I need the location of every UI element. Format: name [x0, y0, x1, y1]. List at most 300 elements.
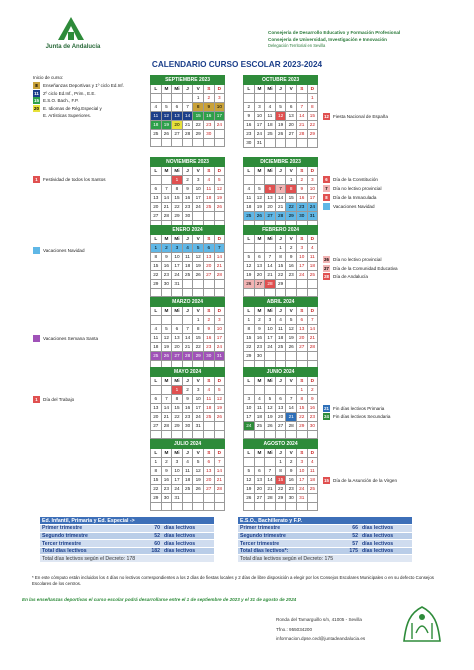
day-cell: 26: [244, 494, 255, 503]
totals-heading: Ed. Infantil, Primaria y Ed. Especial ->: [40, 517, 214, 525]
day-cell: 5: [193, 244, 204, 253]
day-cell: 12: [193, 253, 204, 262]
day-cell: 15: [275, 476, 286, 485]
empty-cell: [265, 176, 276, 185]
empty-cell: [286, 139, 297, 148]
day-cell: 23: [161, 271, 172, 280]
day-cell: 24: [296, 271, 307, 280]
day-cell: 31: [296, 494, 307, 503]
legend-text: 2º ciclo Ed.Inf., Prim., E.E.: [43, 90, 96, 96]
day-cell: 3: [172, 458, 183, 467]
day-cell: 28: [182, 130, 193, 139]
empty-cell: [214, 212, 225, 221]
weekday-header: Mi: [265, 85, 276, 94]
day-cell: 28: [296, 130, 307, 139]
weekday-header: J: [275, 235, 286, 244]
day-cell: 21: [214, 476, 225, 485]
legend-text: E. Artísticas Superiores.: [43, 113, 92, 119]
empty-cell: [172, 503, 183, 511]
day-cell: 9: [182, 395, 193, 404]
day-cell: 4: [203, 386, 214, 395]
empty-cell: [244, 458, 255, 467]
month-calendar: [150, 75, 225, 147]
weekday-header: Mi: [172, 307, 183, 316]
month-calendar: [243, 75, 318, 148]
month-title: FEBRERO 2024: [244, 226, 318, 235]
legend-heading: Inicio de curso:: [33, 75, 64, 80]
day-cell: 19: [275, 121, 286, 130]
note-swatch: 6: [323, 176, 330, 183]
empty-cell: [244, 289, 255, 297]
day-cell: 13: [286, 112, 297, 121]
month-title: NOVIEMBRE 2023: [151, 158, 225, 167]
weekday-header: J: [182, 307, 193, 316]
day-cell: 16: [244, 121, 255, 130]
day-cell: 18: [182, 262, 193, 271]
empty-cell: [265, 386, 276, 395]
day-cell: 11: [307, 253, 318, 262]
day-cell: 9: [286, 467, 297, 476]
day-cell: 2: [203, 94, 214, 103]
day-cell: 2: [203, 316, 214, 325]
day-cell: 1: [307, 94, 318, 103]
day-cell: 2: [244, 103, 255, 112]
empty-cell: [214, 280, 225, 289]
weekday-header: S: [296, 377, 307, 386]
empty-cell: [182, 289, 193, 297]
day-cell: 30: [182, 422, 193, 431]
month-title: MARZO 2024: [151, 298, 225, 307]
empty-cell: [286, 431, 297, 439]
day-cell: 5: [244, 253, 255, 262]
day-cell: 29: [275, 280, 286, 289]
day-cell: 14: [296, 112, 307, 121]
day-cell: 23: [254, 343, 265, 352]
day-cell: 29: [286, 212, 297, 221]
weekday-header: V: [286, 235, 297, 244]
weekday-header: V: [286, 167, 297, 176]
empty-cell: [172, 94, 183, 103]
empty-cell: [161, 503, 172, 511]
empty-cell: [214, 503, 225, 511]
empty-cell: [193, 139, 204, 147]
weekday-header: L: [244, 307, 255, 316]
weekday-header: Mi: [172, 377, 183, 386]
empty-cell: [254, 289, 265, 297]
day-cell: 4: [182, 244, 193, 253]
day-cell: 5: [161, 325, 172, 334]
day-cell: 9: [286, 253, 297, 262]
day-cell: 3: [296, 244, 307, 253]
junta-andalucia-logo: [56, 14, 86, 42]
day-cell: 16: [296, 194, 307, 203]
day-cell: 14: [307, 325, 318, 334]
day-cell: 7: [296, 103, 307, 112]
day-cell: 9: [182, 185, 193, 194]
day-cell: 11: [307, 467, 318, 476]
weekday-header: D: [307, 235, 318, 244]
totals-right: [238, 517, 412, 563]
legend-note: [33, 395, 74, 403]
day-cell: 6: [203, 458, 214, 467]
day-cell: 23: [286, 271, 297, 280]
day-cell: 1: [193, 94, 204, 103]
day-cell: 31: [193, 422, 204, 431]
weekday-header: L: [151, 307, 162, 316]
weekday-header: D: [214, 449, 225, 458]
day-cell: 5: [275, 103, 286, 112]
day-cell: 21: [286, 413, 297, 422]
day-cell: 4: [307, 458, 318, 467]
empty-cell: [151, 316, 162, 325]
day-cell: 8: [296, 395, 307, 404]
empty-cell: [254, 176, 265, 185]
day-cell: 24: [172, 485, 183, 494]
term-label: Tercer trimestre: [238, 540, 328, 548]
weekday-header: J: [182, 235, 193, 244]
footnote: * En este cómputo están incluidos los 4 días no lectivos correspondientes a los 2 días de fiestas locales y 2 días de libre disposición a elegir por los Consejos Escolares Municipales o en su defecto Consejos Escolares de los centros.: [32, 575, 434, 586]
day-cell: 16: [203, 334, 214, 343]
empty-cell: [254, 244, 265, 253]
weekday-header: M: [161, 307, 172, 316]
weekday-header: S: [296, 167, 307, 176]
day-cell: 20: [172, 343, 183, 352]
empty-cell: [203, 503, 214, 511]
legend-swatch: 11: [34, 90, 39, 96]
day-cell: 17: [193, 404, 204, 413]
term-unit: días lectivos: [162, 532, 214, 540]
day-cell: 28: [265, 494, 276, 503]
empty-cell: [214, 494, 225, 503]
weekday-header: M: [254, 85, 265, 94]
legend-note: [323, 175, 378, 183]
weekday-header: J: [182, 449, 193, 458]
legend-text: Enseñanzas Deportivas y 1º ciclo Ed.Inf.: [43, 83, 124, 89]
day-cell: 22: [286, 203, 297, 212]
day-cell: 26: [193, 485, 204, 494]
weekday-header: M: [254, 377, 265, 386]
day-cell: 16: [161, 262, 172, 271]
weekday-header: Mi: [265, 449, 276, 458]
day-cell: 20: [286, 121, 297, 130]
empty-cell: [307, 139, 318, 148]
day-cell: 3: [193, 386, 204, 395]
day-cell: 29: [172, 422, 183, 431]
day-cell: 31: [172, 494, 183, 503]
empty-cell: [193, 494, 204, 503]
month-title: SEPTIEMBRE 2023: [151, 76, 225, 85]
day-cell: 11: [182, 467, 193, 476]
day-cell: 30: [286, 494, 297, 503]
day-cell: 6: [265, 185, 276, 194]
note-swatch: [33, 247, 40, 254]
day-cell: 13: [254, 262, 265, 271]
day-cell: 21: [214, 262, 225, 271]
footnote-sports: En las enseñanzas deportivas el curso escolar podrá desarrollarse entre el 1 de septiembre de 2023 y el 31 de agosto de 2024: [22, 597, 297, 602]
day-cell: 22: [151, 485, 162, 494]
weekday-header: L: [151, 377, 162, 386]
day-cell: 25: [275, 343, 286, 352]
day-cell: 18: [244, 203, 255, 212]
term-unit: días lectivos: [360, 525, 412, 533]
day-cell: 28: [161, 422, 172, 431]
day-cell: 2: [161, 458, 172, 467]
day-cell: 1: [275, 244, 286, 253]
weekday-header: L: [244, 449, 255, 458]
day-cell: 24: [244, 422, 255, 431]
legend-note: [323, 112, 388, 120]
day-cell: 13: [275, 404, 286, 413]
day-cell: 24: [214, 121, 225, 130]
day-cell: 6: [275, 395, 286, 404]
empty-cell: [161, 386, 172, 395]
weekday-header: Mi: [172, 167, 183, 176]
day-cell: 10: [214, 103, 225, 112]
day-cell: 9: [296, 185, 307, 194]
day-cell: 3: [172, 244, 183, 253]
day-cell: 14: [182, 334, 193, 343]
day-cell: 25: [254, 422, 265, 431]
day-cell: 15: [151, 262, 162, 271]
day-cell: 29: [307, 130, 318, 139]
day-cell: 11: [265, 112, 276, 121]
day-cell: 19: [161, 343, 172, 352]
day-cell: 15: [244, 334, 255, 343]
day-cell: 11: [244, 194, 255, 203]
day-cell: 7: [286, 395, 297, 404]
term-days: 57: [328, 540, 360, 548]
empty-cell: [203, 139, 214, 147]
day-cell: 9: [254, 325, 265, 334]
day-cell: 10: [193, 395, 204, 404]
day-cell: 1: [275, 458, 286, 467]
weekday-header: V: [286, 307, 297, 316]
legend-swatch: 8: [33, 82, 40, 89]
address-phone: Tfno.: 955034200: [276, 626, 313, 632]
day-cell: 25: [307, 271, 318, 280]
day-cell: 4: [182, 458, 193, 467]
note-text: Fiesta Nacional de España: [333, 113, 388, 119]
day-cell: 15: [296, 404, 307, 413]
day-cell: 17: [244, 413, 255, 422]
empty-cell: [151, 386, 162, 395]
term-unit: días lectivos: [360, 532, 412, 540]
month-title: MAYO 2024: [151, 368, 225, 377]
day-cell: 10: [296, 253, 307, 262]
month-calendar: [150, 297, 225, 369]
day-cell: 6: [172, 325, 183, 334]
legend-row: [33, 112, 124, 120]
weekday-header: J: [275, 85, 286, 94]
weekday-header: S: [296, 235, 307, 244]
day-cell: 12: [275, 112, 286, 121]
day-cell: 30: [203, 130, 214, 139]
empty-cell: [296, 94, 307, 103]
empty-cell: [265, 94, 276, 103]
weekday-header: D: [214, 85, 225, 94]
day-cell: 30: [182, 212, 193, 221]
empty-cell: [182, 94, 193, 103]
empty-cell: [193, 289, 204, 297]
weekday-header: L: [151, 85, 162, 94]
term-unit: días lectivos: [360, 547, 412, 555]
day-cell: 17: [172, 476, 183, 485]
day-cell: 4: [275, 316, 286, 325]
empty-cell: [296, 139, 307, 148]
month-calendar: [150, 439, 225, 511]
empty-cell: [275, 176, 286, 185]
note-swatch: 15: [324, 477, 329, 483]
day-cell: 12: [265, 404, 276, 413]
day-cell: 29: [275, 494, 286, 503]
day-cell: 23: [286, 485, 297, 494]
empty-cell: [275, 94, 286, 103]
day-cell: 31: [172, 280, 183, 289]
day-cell: 26: [161, 352, 172, 361]
day-cell: 11: [151, 334, 162, 343]
day-cell: 29: [296, 422, 307, 431]
day-cell: 21: [182, 343, 193, 352]
day-cell: 21: [161, 203, 172, 212]
day-cell: 13: [254, 476, 265, 485]
month-calendar: [150, 157, 225, 229]
empty-cell: [265, 289, 276, 297]
note-text: Día no lectivo provincial: [333, 256, 382, 262]
header-lines: [268, 30, 400, 50]
empty-cell: [286, 289, 297, 297]
day-cell: 19: [214, 404, 225, 413]
day-cell: 9: [203, 325, 214, 334]
empty-cell: [265, 244, 276, 253]
day-cell: 2: [286, 244, 297, 253]
day-cell: 12: [244, 476, 255, 485]
day-cell: 5: [265, 395, 276, 404]
legend-swatch: 15: [33, 98, 39, 104]
day-cell: 27: [275, 422, 286, 431]
day-cell: 3: [254, 103, 265, 112]
empty-cell: [203, 494, 214, 503]
day-cell: 21: [182, 121, 193, 130]
weekday-header: Mi: [172, 449, 183, 458]
day-cell: 30: [203, 352, 214, 361]
weekday-header: M: [161, 167, 172, 176]
empty-cell: [254, 458, 265, 467]
day-cell: 29: [193, 130, 204, 139]
weekday-header: S: [203, 85, 214, 94]
legend-note: [33, 175, 106, 183]
legend-note: [323, 255, 382, 263]
weekday-header: L: [151, 235, 162, 244]
day-cell: 8: [193, 103, 204, 112]
legend-note: [323, 404, 384, 412]
weekday-header: Mi: [265, 167, 276, 176]
day-cell: 22: [172, 413, 183, 422]
empty-cell: [265, 352, 276, 361]
day-cell: 18: [254, 413, 265, 422]
weekday-header: S: [203, 235, 214, 244]
empty-cell: [275, 289, 286, 297]
weekday-header: L: [244, 167, 255, 176]
day-cell: 20: [254, 271, 265, 280]
day-cell: 3: [214, 316, 225, 325]
day-cell: 28: [161, 212, 172, 221]
empty-cell: [307, 289, 318, 297]
empty-cell: [265, 431, 276, 439]
day-cell: 10: [172, 253, 183, 262]
day-cell: 19: [193, 262, 204, 271]
empty-cell: [214, 289, 225, 297]
day-cell: 29: [151, 494, 162, 503]
day-cell: 25: [182, 271, 193, 280]
day-cell: 21: [296, 121, 307, 130]
empty-cell: [161, 316, 172, 325]
header-line-2: Consejería de Universidad, Investigación e Innovación: [268, 36, 387, 42]
legend-note: [323, 412, 390, 420]
day-cell: 20: [254, 485, 265, 494]
empty-cell: [203, 289, 214, 297]
weekday-header: D: [307, 167, 318, 176]
empty-cell: [265, 458, 276, 467]
day-cell: 11: [182, 253, 193, 262]
day-cell: 18: [151, 343, 162, 352]
day-cell: 21: [161, 413, 172, 422]
empty-cell: [275, 139, 286, 148]
day-cell: 12: [214, 185, 225, 194]
day-cell: 12: [214, 395, 225, 404]
day-cell: 5: [254, 185, 265, 194]
weekday-header: Mi: [265, 235, 276, 244]
day-cell: 8: [275, 253, 286, 262]
legend-row: [33, 90, 124, 98]
weekday-header: M: [161, 377, 172, 386]
day-cell: 24: [172, 271, 183, 280]
day-cell: 28: [214, 485, 225, 494]
empty-cell: [296, 289, 307, 297]
legend-row: [33, 97, 124, 105]
day-cell: 26: [214, 413, 225, 422]
day-cell: 7: [275, 185, 286, 194]
day-cell: 6: [254, 467, 265, 476]
note-text: Día de Andalucía: [333, 273, 368, 279]
day-cell: 29: [151, 280, 162, 289]
weekday-header: J: [182, 377, 193, 386]
day-cell: 9: [244, 112, 255, 121]
day-cell: 3: [193, 176, 204, 185]
day-cell: 23: [244, 130, 255, 139]
note-swatch: 28: [324, 273, 329, 279]
day-cell: 26: [254, 212, 265, 221]
day-cell: 25: [244, 212, 255, 221]
day-cell: 24: [193, 413, 204, 422]
day-cell: 12: [161, 334, 172, 343]
day-cell: 21: [275, 203, 286, 212]
empty-cell: [244, 94, 255, 103]
empty-cell: [286, 352, 297, 361]
weekday-header: S: [203, 449, 214, 458]
legend-note: [323, 184, 382, 192]
empty-cell: [182, 139, 193, 147]
term-label: Total días lectivos*:: [238, 547, 328, 555]
weekday-header: S: [203, 377, 214, 386]
day-cell: 6: [254, 253, 265, 262]
note-text: Fin días lectivos Primaria: [333, 405, 385, 411]
day-cell: 16: [307, 404, 318, 413]
weekday-header: D: [214, 307, 225, 316]
day-cell: 29: [172, 212, 183, 221]
day-cell: 5: [286, 316, 297, 325]
empty-cell: [254, 431, 265, 439]
day-cell: 26: [275, 130, 286, 139]
